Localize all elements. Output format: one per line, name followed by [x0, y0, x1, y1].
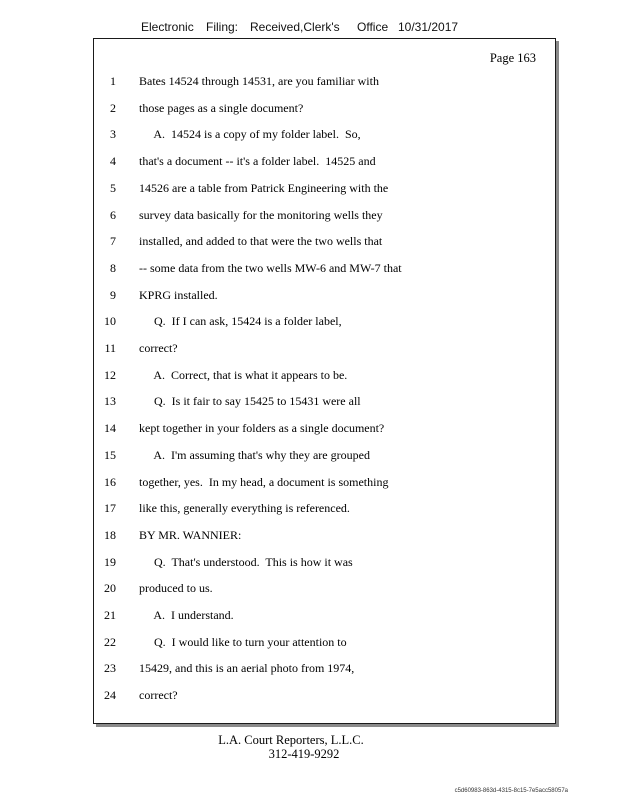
line-text: those pages as a single document?	[139, 100, 304, 115]
header-office: Office	[357, 20, 389, 34]
line-text: survey data basically for the monitoring wells they	[139, 207, 383, 222]
transcript-line-1	[94, 72, 555, 90]
line-number: 24	[104, 688, 116, 703]
line-text: like this, generally everything is referenced.	[139, 501, 350, 516]
transcript-line-22	[94, 633, 555, 651]
line-number: 14	[104, 421, 116, 436]
filing-header	[0, 20, 618, 36]
line-number: 3	[110, 127, 116, 142]
transcript-line-16	[94, 473, 555, 491]
transcript-line-10	[94, 312, 555, 330]
transcript-line-19	[94, 553, 555, 571]
line-text: -- some data from the two wells MW-6 and MW-7 that	[139, 260, 402, 275]
line-number: 19	[104, 554, 116, 569]
line-number: 4	[110, 154, 116, 169]
line-number: 15	[104, 447, 116, 462]
line-number: 20	[104, 581, 116, 596]
line-text: A. I understand.	[139, 608, 234, 622]
transcript-line-6	[94, 206, 555, 224]
line-number: 21	[104, 608, 116, 622]
line-text: kept together in your folders as a single document?	[139, 421, 385, 436]
transcript-line-20	[94, 579, 555, 597]
line-text: 14526 are a table from Patrick Engineering with the	[139, 180, 389, 195]
line-number: 7	[110, 234, 116, 249]
line-number: 11	[104, 341, 116, 355]
line-text: that's a document -- it's a folder label. 14525 and	[139, 154, 376, 169]
line-text: Bates 14524 through 14531, are you familiar with	[139, 74, 379, 88]
line-text: KPRG installed.	[139, 287, 218, 302]
line-text: BY MR. WANNIER:	[139, 527, 242, 542]
transcript-line-8	[94, 259, 555, 277]
header-filing: Filing:	[206, 20, 239, 34]
line-number: 9	[110, 287, 116, 302]
line-text: together, yes. In my head, a document is something	[139, 474, 389, 489]
transcript-line-14	[94, 419, 555, 437]
header-received: Received,Clerk's	[250, 20, 340, 34]
transcript-line-11	[94, 339, 555, 357]
line-number: 23	[104, 661, 116, 676]
line-text: 15429, and this is an aerial photo from 1974,	[139, 661, 355, 676]
transcript-line-4	[94, 152, 555, 170]
reporter-firm: L.A. Court Reporters, L.L.C.	[218, 733, 364, 747]
transcript-lines	[94, 39, 555, 723]
line-text: installed, and added to that were the two wells that	[139, 234, 383, 249]
line-number: 6	[110, 207, 116, 222]
line-number: 1	[110, 74, 116, 88]
line-text: A. I'm assuming that's why they are grouped	[139, 447, 370, 462]
line-text: Q. I would like to turn your attention to	[139, 634, 347, 649]
page-number: Page 163	[489, 51, 536, 65]
line-number: 22	[104, 634, 116, 649]
transcript-page	[93, 38, 556, 724]
line-text: correct?	[139, 688, 178, 703]
transcript-line-13	[94, 392, 555, 410]
transcript-line-23	[94, 659, 555, 677]
header-date: 10/31/2017	[398, 20, 459, 34]
transcript-line-3	[94, 125, 555, 143]
line-text: A. 14524 is a copy of my folder label. So,	[139, 127, 361, 142]
line-number: 5	[110, 180, 116, 195]
line-number: 8	[110, 260, 116, 275]
line-text: Q. That's understood. This is how it was	[139, 554, 353, 569]
line-text: A. Correct, that is what it appears to be.	[139, 367, 348, 382]
transcript-line-7	[94, 232, 555, 250]
line-text: Q. If I can ask, 15424 is a folder label,	[139, 314, 342, 329]
transcript-line-21	[94, 606, 555, 624]
line-number: 12	[104, 367, 116, 382]
line-text: correct?	[139, 341, 178, 355]
line-text: produced to us.	[139, 581, 213, 596]
transcript-line-9	[94, 286, 555, 304]
transcript-line-2	[94, 99, 555, 117]
transcript-line-15	[94, 446, 555, 464]
line-text: Q. Is it fair to say 15425 to 15431 were all	[139, 394, 361, 409]
transcript-line-24	[94, 686, 555, 704]
line-number: 17	[104, 501, 116, 516]
transcript-line-5	[94, 179, 555, 197]
line-number: 13	[104, 394, 116, 409]
transcript-line-12	[94, 366, 555, 384]
line-number: 16	[104, 474, 116, 489]
line-number: 2	[110, 100, 116, 115]
transcript-line-18	[94, 526, 555, 544]
transcript-line-17	[94, 499, 555, 517]
reporter-phone: 312-419-9292	[268, 747, 340, 761]
line-number: 10	[104, 314, 116, 329]
line-number: 18	[104, 527, 116, 542]
document-id: c5d60983-863d-4315-8c15-7e5acc58057a	[454, 788, 568, 794]
header-electronic: Electronic	[141, 20, 194, 34]
